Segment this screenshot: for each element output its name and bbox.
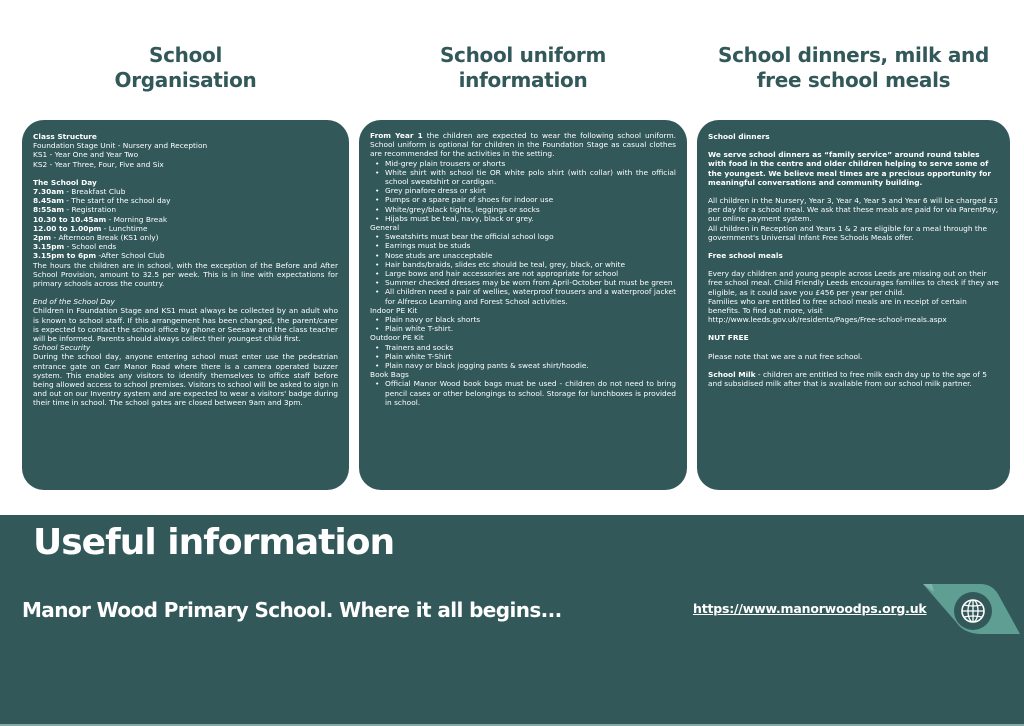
list-item: • Trainers and socks bbox=[374, 343, 676, 352]
fsm-text: Every day children and young people across Leeds are missing out on their free school meal. Child Friendly Leeds encourages families to check if they are eligible, as it could save you £456 per year per child. bbox=[708, 269, 999, 297]
charges-text: All children in the Nursery, Year 3, Year 4, Year 5 and Year 6 will be charged £3 per day for a school meal. We ask that these meals are paid for via ParentPay, our online payment system. bbox=[708, 196, 999, 224]
schedule-row bbox=[33, 205, 338, 214]
schedule-desc: - The start of the school day bbox=[63, 196, 171, 206]
title-line: free school meals bbox=[756, 68, 951, 92]
school-tagline: Manor Wood Primary School. Where it all begins... bbox=[22, 598, 562, 622]
schedule-time: 12.00 to 1.00pm bbox=[33, 223, 102, 233]
general-heading: General bbox=[370, 223, 400, 233]
list-item: • Plain navy or black jogging pants & sweat shirt/hoodie. bbox=[374, 361, 676, 370]
end-of-day-text: Children in Foundation Stage and KS1 must always be collected by an adult who is known to school staff. If this arrangement has been changed, the parent/carer is expected to contact the school office by phone or Seesaw and the class teacher will be informed. Parents should always collect their youngest child first. bbox=[33, 306, 338, 344]
indoor-pe-list bbox=[370, 315, 676, 333]
list-item: • Pumps or a spare pair of shoes for indoor use bbox=[374, 195, 676, 204]
schedule-row bbox=[33, 242, 338, 251]
list-item: • White/grey/black tights, leggings or socks bbox=[374, 205, 676, 214]
uniform-main-list bbox=[370, 159, 676, 223]
list-item: • Earrings must be studs bbox=[374, 241, 676, 250]
uniform-intro-text: the children are expected to wear the following school uniform. School uniform is optional for children in the Foundation Stage as casual clothes are recommended for the activities in the setting. bbox=[370, 131, 676, 159]
title-school-uniform bbox=[359, 43, 687, 93]
schedule-desc: - Lunchtime bbox=[101, 223, 148, 233]
list-item: • White shirt with school tie OR white polo shirt (with collar) with the official school sweatshirt or cardigan. bbox=[374, 168, 676, 186]
schedule-time: 3.15pm to 6pm bbox=[33, 251, 97, 261]
fsm-link[interactable]: http://www.leeds.gov.uk/residents/Pages/Free-school-meals.aspx bbox=[708, 315, 947, 325]
uniform-intro-bold: From Year 1 bbox=[370, 131, 423, 140]
globe-icon bbox=[920, 580, 1022, 640]
schedule-time: 10.30 to 10.45am bbox=[33, 214, 107, 224]
title-line: Organisation bbox=[114, 68, 257, 92]
title-line: School uniform bbox=[439, 43, 607, 67]
title-school-organisation bbox=[22, 43, 349, 93]
infant-free-text: All children in Reception and Years 1 & 2 are eligible for a meal through the government's Universal Infant Free Schools Meals offer. bbox=[708, 223, 987, 242]
list-item: • All children need a pair of wellies, waterproof trousers and a waterproof jacket for Alfresco Learning and Forest School activities. bbox=[374, 287, 676, 305]
schedule-time: 8.45am bbox=[33, 196, 64, 206]
schedule-row bbox=[33, 233, 338, 242]
schedule-desc: - Afternoon Break (KS1 only) bbox=[51, 233, 159, 243]
class-structure-heading: Class Structure bbox=[33, 132, 97, 141]
schedule-row bbox=[33, 251, 338, 260]
schedule-row bbox=[33, 215, 338, 224]
schedule-time: 2pm bbox=[33, 233, 52, 243]
useful-information-title: Useful information bbox=[33, 522, 395, 563]
nut-free-text: Please note that we are a nut free school. bbox=[708, 351, 863, 361]
list-item: • Plain navy or black shorts bbox=[374, 315, 676, 324]
security-heading: School Security bbox=[33, 343, 91, 353]
schedule-desc: - Breakfast Club bbox=[63, 187, 126, 197]
fsm-entitled-text: Families who are entitled to free school meals are in receipt of certain benefits. To find out more, visit bbox=[708, 296, 967, 316]
title-line: School dinners, milk and bbox=[717, 43, 989, 67]
list-item: • Hair bands/braids, slides etc should be teal, grey, black, or white bbox=[374, 260, 676, 269]
list-item: • Sweatshirts must bear the official school logo bbox=[374, 232, 676, 241]
family-service-text: We serve school dinners as “family service” around round tables with food in the centre and older children helping to serve some of the youngest. We believe meal times are a precious opportunity for meaningful conversations and community building. bbox=[708, 150, 992, 187]
schedule-desc: -After School Club bbox=[96, 251, 165, 261]
title-line: School bbox=[148, 43, 223, 67]
class-structure-item: KS2 - Year Three, Four, Five and Six bbox=[33, 159, 164, 169]
panel-school-organisation bbox=[22, 120, 349, 490]
website-badge[interactable] bbox=[920, 580, 1022, 640]
hours-text: The hours the children are in school, with the exception of the Before and After School Provision, amount to 32.5 per week. This is in line with expectations for primary schools across the country. bbox=[33, 260, 338, 289]
outdoor-pe-heading: Outdoor PE Kit bbox=[370, 333, 424, 343]
outdoor-pe-list bbox=[370, 343, 676, 371]
panel-school-dinners bbox=[697, 120, 1010, 490]
panel-school-uniform bbox=[359, 120, 687, 490]
schedule-row bbox=[33, 196, 338, 205]
indoor-pe-heading: Indoor PE Kit bbox=[370, 305, 418, 315]
end-of-day-heading: End of the School Day bbox=[33, 297, 115, 307]
general-list bbox=[370, 232, 676, 306]
list-item: • Plain white T-shirt. bbox=[374, 324, 676, 333]
list-item: • Hijabs must be teal, navy, black or grey. bbox=[374, 214, 676, 223]
schedule-row bbox=[33, 224, 338, 233]
book-bags-heading: Book Bags bbox=[370, 370, 409, 380]
list-item: • Grey pinafore dress or skirt bbox=[374, 186, 676, 195]
schedule-row bbox=[33, 187, 338, 196]
title-school-dinners bbox=[697, 43, 1010, 93]
list-item: • Summer checked dresses may be worn from April-October but must be green bbox=[374, 278, 676, 287]
book-bags-list bbox=[370, 379, 676, 407]
fsm-heading: Free school meals bbox=[708, 251, 783, 261]
list-item: • Large bows and hair accessories are not appropriate for school bbox=[374, 269, 676, 278]
schedule-time: 7.30am bbox=[33, 187, 64, 197]
school-milk-desc: - children are entitled to free milk each day up to the age of 5 and subsidised milk after that is available from our school milk partner. bbox=[708, 369, 987, 389]
security-text: During the school day, anyone entering school must enter use the pedestrian entrance gate on Carr Manor Road where there is a camera operated buzzer system. This enables any visitors to identify themselves to office staff before being allowed access to school premises. Visitors to school will be asked to sign in and out on our Inventry system and are expected to wear a visitors' badge during their time in school. The school gates are closed between 9am and 3pm. bbox=[33, 352, 338, 408]
uniform-intro bbox=[370, 131, 676, 159]
title-line: information bbox=[458, 68, 588, 92]
class-structure-item: KS1 - Year One and Year Two bbox=[33, 150, 139, 160]
schedule-desc: - Morning Break bbox=[106, 214, 168, 224]
school-day-heading: The School Day bbox=[33, 177, 97, 187]
schedule-time: 3.15pm bbox=[33, 242, 65, 252]
school-milk-bold: School Milk bbox=[708, 369, 756, 379]
list-item: • Plain white T-Shirt bbox=[374, 352, 676, 361]
list-item: • Official Manor Wood book bags must be used - children do not need to bring pencil cases or other belongings to school. Storage for lunchboxes is provided in school. bbox=[374, 379, 676, 407]
school-milk-text bbox=[708, 370, 999, 388]
nut-free-heading: NUT FREE bbox=[708, 333, 749, 343]
schedule-desc: - School ends bbox=[64, 242, 117, 252]
school-day-list bbox=[33, 187, 338, 261]
website-link[interactable]: https://www.manorwoodps.org.uk bbox=[693, 601, 927, 616]
dinners-heading: School dinners bbox=[708, 132, 770, 141]
list-item: • Nose studs are unacceptable bbox=[374, 251, 676, 260]
class-structure-item: Foundation Stage Unit - Nursery and Reception bbox=[33, 141, 208, 151]
schedule-desc: - Registration bbox=[64, 205, 117, 215]
schedule-time: 8:55am bbox=[33, 205, 65, 215]
list-item: • Mid-grey plain trousers or shorts bbox=[374, 159, 676, 168]
